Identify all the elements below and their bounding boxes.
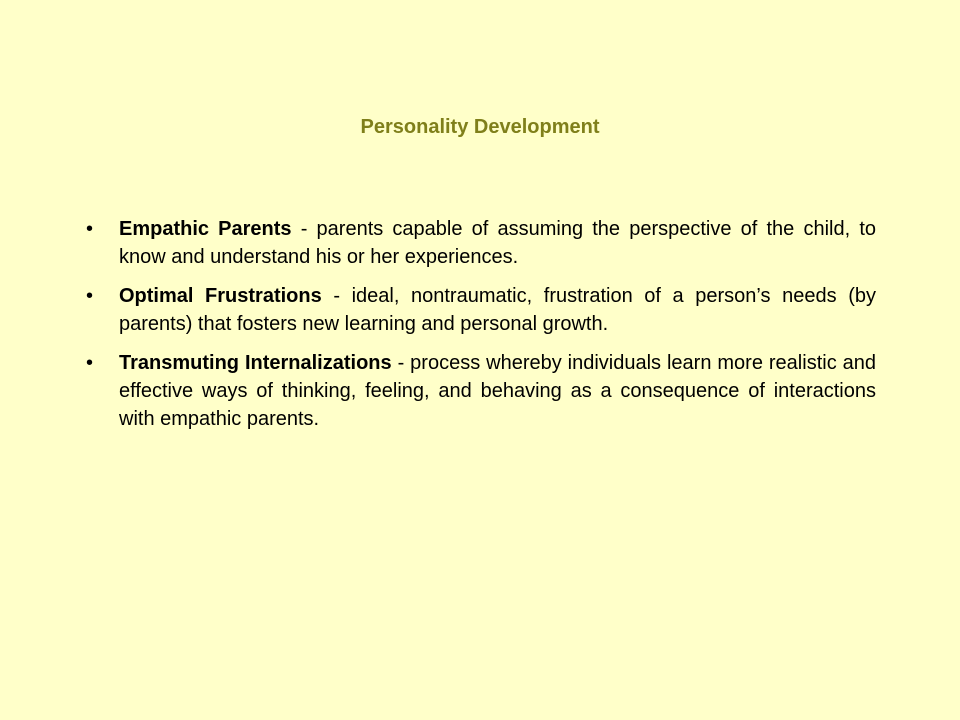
slide-title: Personality Development — [360, 116, 600, 138]
bullet-icon: • — [86, 218, 94, 240]
bullet-term: Optimal Frustrations — [119, 285, 322, 307]
bullet-list — [86, 215, 876, 444]
bullet-item-transmuting-internalizations — [86, 349, 876, 433]
bullet-definition: - ideal, nontraumatic, frustration of a person’s needs (by parents) that fosters new learning and personal growth. — [119, 285, 876, 335]
bullet-item-optimal-frustrations — [86, 282, 876, 338]
bullet-term: Empathic Parents — [119, 218, 292, 240]
bullet-definition: - parents capable of assuming the perspective of the child, to know and understand his or her experiences. — [119, 218, 876, 268]
bullet-term: Transmuting Internalizations — [119, 352, 392, 374]
bullet-icon: • — [86, 352, 94, 374]
bullet-definition: - process whereby individuals learn more realistic and effective ways of thinking, feeling, and behaving as a consequence of interactions with empathic parents. — [119, 352, 876, 430]
bullet-icon: • — [86, 285, 94, 307]
bullet-item-empathic-parents — [86, 215, 876, 271]
